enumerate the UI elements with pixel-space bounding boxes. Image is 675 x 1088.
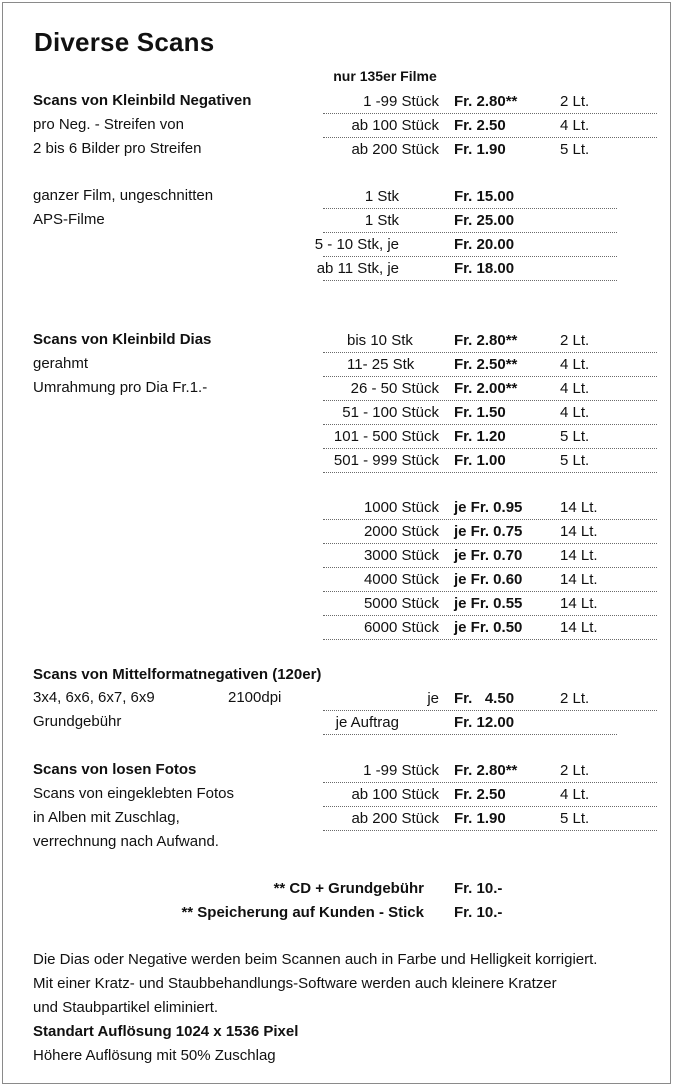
price-row [323,208,617,233]
price: je Fr. 0.60 [454,571,523,588]
price-row [323,758,657,783]
quantity: 11- 25 Stk [347,356,415,373]
extra-label: ** Speicherung auf Kunden - Stick [181,904,424,921]
price: Fr. 2.80** [454,93,518,110]
price: Fr. 2.50 [454,117,506,134]
price-row [323,448,657,473]
delivery-days: 2 Lt. [560,332,590,349]
page-title: Diverse Scans [34,27,215,57]
extra-price: Fr. 10.- [454,904,503,921]
price-row [323,567,657,592]
delivery-days: 2 Lt. [560,93,590,110]
price: Fr. 18.00 [454,260,515,277]
price-row [323,710,617,735]
section-text: APS-Filme [33,211,105,228]
basic-fee-label: Grundgebühr [33,713,122,730]
quantity: ab 100 Stück [351,786,439,803]
delivery-days: 14 Lt. [560,571,598,588]
quantity: 101 - 500 Stück [333,428,439,445]
section-heading-negative: Scans von Kleinbild Negativen [33,92,252,109]
price: je Fr. 0.55 [454,595,523,612]
price: Fr. 1.00 [454,452,506,469]
quantity: 3000 Stück [363,547,439,564]
section-heading-fotos: Scans von losen Fotos [33,761,197,778]
section-text: gerahmt [33,355,89,372]
quantity: 501 - 999 Stück [333,452,439,469]
subtitle: nur 135er Filme [333,68,437,84]
price: je Fr. 0.75 [454,523,523,540]
price-row [323,184,617,209]
price: Fr. 2.00** [454,380,518,397]
delivery-days: 14 Lt. [560,523,598,540]
quantity: 4000 Stück [363,571,439,588]
formats-text: 3x4, 6x6, 6x7, 6x9 [33,689,155,706]
section-text: pro Neg. - Streifen von [33,116,184,133]
price-row [323,376,657,401]
quantity: 6000 Stück [363,619,439,636]
quantity: ab 200 Stück [351,810,439,827]
delivery-days: 4 Lt. [560,380,590,397]
quantity: 2000 Stück [363,523,439,540]
price-row [323,89,657,114]
price-row [323,519,657,544]
delivery-days: 5 Lt. [560,452,590,469]
note-text: Höhere Auflösung mit 50% Zuschlag [33,1047,276,1064]
price: Fr. 4.50 [454,690,515,707]
quantity: 5 - 10 Stk, je [314,236,399,253]
quantity: 5000 Stück [363,595,439,612]
price: je Fr. 0.95 [454,499,523,516]
delivery-days: 5 Lt. [560,810,590,827]
note-text: und Staubpartikel eliminiert. [33,999,219,1016]
price-row [323,400,657,425]
quantity: 1 Stk [364,212,399,229]
price: Fr. 2.50** [454,356,518,373]
quantity: 51 - 100 Stück [342,404,439,421]
quantity: ab 200 Stück [351,141,439,158]
price-row [323,615,657,640]
delivery-days: 4 Lt. [560,356,590,373]
price-row [314,232,617,257]
price: Fr. 2.50 [454,786,506,803]
quantity: je Auftrag [335,714,399,731]
section-text: in Alben mit Zuschlag, [33,809,180,826]
delivery-days: 4 Lt. [560,117,590,134]
price: je Fr. 0.70 [454,547,523,564]
price-row [323,424,657,449]
price-row [323,686,657,711]
price: Fr. 1.50 [454,404,506,421]
section-text: Scans von eingeklebten Fotos [33,785,234,802]
price-row [323,352,657,377]
price-row [323,137,657,161]
price-row [323,591,657,616]
quantity: je [427,690,439,707]
quantity: ab 100 Stück [351,117,439,134]
section-text: verrechnung nach Aufwand. [33,833,219,850]
delivery-days: 4 Lt. [560,404,590,421]
price-row [323,782,657,807]
delivery-days: 2 Lt. [560,690,590,707]
delivery-days: 14 Lt. [560,619,598,636]
extra-price: Fr. 10.- [454,880,503,897]
price-row [316,256,617,281]
price: Fr. 1.20 [454,428,506,445]
price-row [323,806,657,831]
delivery-days: 2 Lt. [560,762,590,779]
note-text: Mit einer Kratz- und Staubbehandlungs-Software werden auch kleinere Kratzer [33,975,557,992]
price: Fr. 15.00 [454,188,515,205]
price: je Fr. 0.50 [454,619,523,636]
delivery-days: 5 Lt. [560,428,590,445]
price-list-frame [2,2,671,1084]
price-row [323,113,657,138]
section-heading-dias: Scans von Kleinbild Dias [33,331,212,348]
section-text: 2 bis 6 Bilder pro Streifen [33,140,202,157]
delivery-days: 4 Lt. [560,786,590,803]
price: Fr. 2.80** [454,332,518,349]
quantity: 1000 Stück [363,499,439,516]
quantity: 1 -99 Stück [363,762,439,779]
quantity: ab 11 Stk, je [316,260,399,277]
price: Fr. 1.90 [454,810,506,827]
section-text: Umrahmung pro Dia Fr.1.- [33,379,208,396]
quantity: bis 10 Stk [347,332,413,349]
section-text: ganzer Film, ungeschnitten [33,187,214,204]
price: Fr. 20.00 [454,236,515,253]
resolution-note: Standart Auflösung 1024 x 1536 Pixel [33,1023,299,1040]
quantity: 26 - 50 Stück [350,380,439,397]
price: Fr. 25.00 [454,212,515,229]
extra-label: ** CD + Grundgebühr [273,880,424,897]
dpi-text: 2100dpi [228,689,282,706]
note-text: Die Dias oder Negative werden beim Scannen auch in Farbe und Helligkeit korrigiert. [33,951,598,968]
delivery-days: 14 Lt. [560,547,598,564]
price-row [323,543,657,568]
price: Fr. 2.80** [454,762,518,779]
price: Fr. 12.00 [454,714,515,731]
delivery-days: 14 Lt. [560,499,598,516]
quantity: 1 -99 Stück [363,93,439,110]
price: Fr. 1.90 [454,141,506,158]
delivery-days: 5 Lt. [560,141,590,158]
delivery-days: 14 Lt. [560,595,598,612]
price-row [323,328,657,353]
section-heading-mittelformat: Scans von Mittelformatnegativen (120er) [33,666,322,683]
price-row [323,495,657,520]
quantity: 1 Stk [364,188,399,205]
